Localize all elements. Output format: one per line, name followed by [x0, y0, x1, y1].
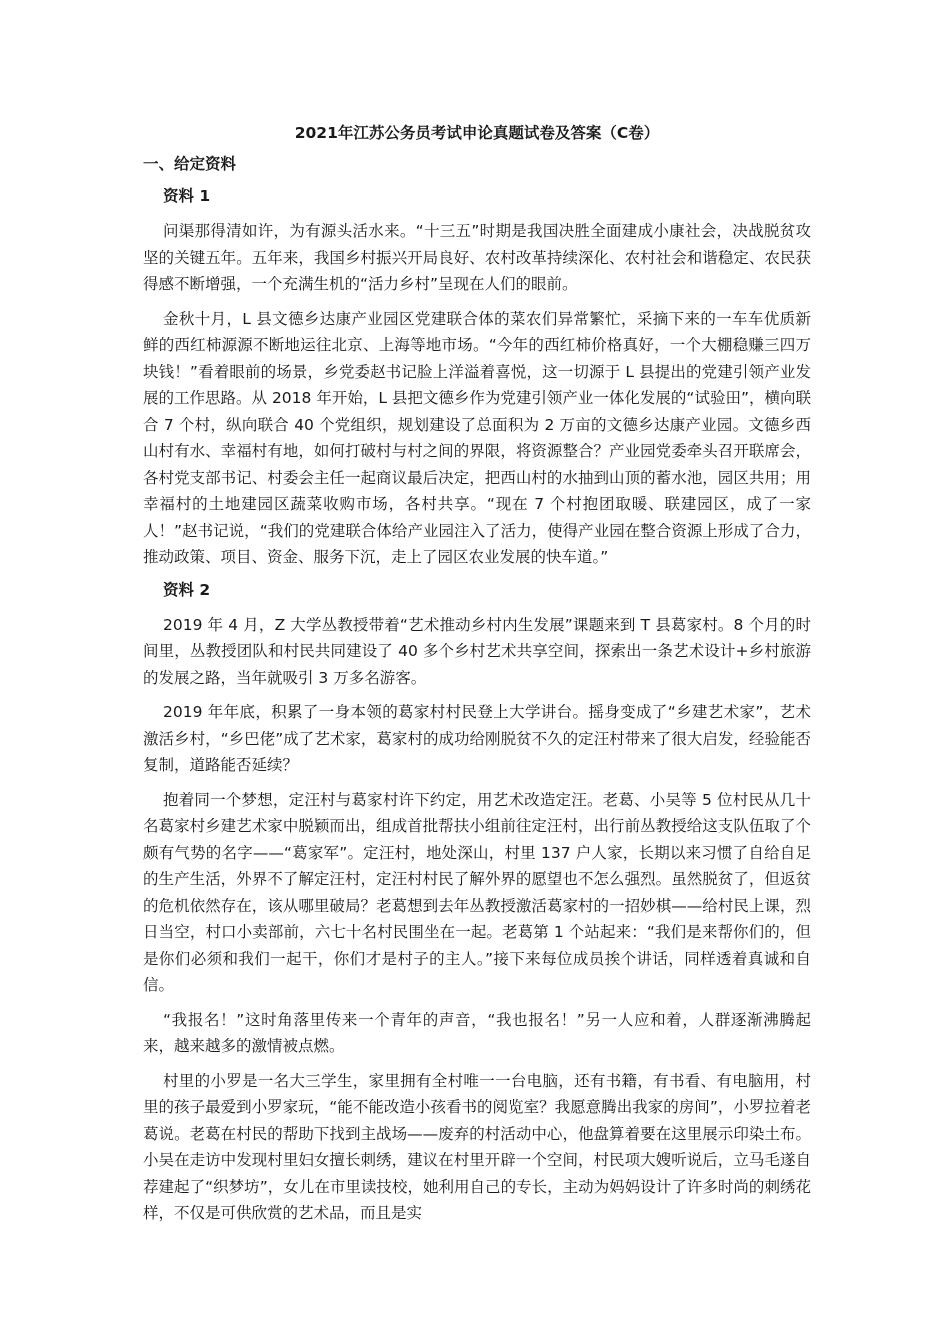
material-1-heading: 资料 1: [163, 187, 211, 205]
document-page: [143, 122, 811, 1235]
document-title: 2021年江苏公务员考试申论真题试卷及答案（C卷）: [294, 124, 660, 142]
material-2-paragraph: 2019 年年底，积累了一身本领的葛家村村民登上大学讲台。摇身变成了“乡建艺术家”，艺术激活乡村，“乡巴佬”成了艺术家，葛家村的成功给刚脱贫不久的定汪村带来了很大启发，经验能否复制，道路能否延续？: [143, 703, 811, 774]
section-heading: 一、给定资料: [143, 155, 237, 173]
material-2-paragraph: “我报名！”这时角落里传来一个青年的声音，“我也报名！”另一人应和着，人群逐渐沸腾起来，越来越多的激情被点燃。: [143, 1010, 811, 1055]
material-2-heading: 资料 2: [163, 580, 211, 599]
material-2-paragraph: 2019 年 4 月，Z 大学丛教授带着“艺术推动乡村内生发展”课题来到 T 县葛家村。8 个月的时间里，丛教授团队和村民共同建设了 40 多个乡村艺术共享空间，探索出一条艺术设计+乡村旅游的发展之路，当年就吸引 3 万多名游客。: [143, 615, 811, 687]
material-1-paragraph: 金秋十月，L 县文德乡达康产业园区党建联合体的菜农们异常繁忙，采摘下来的一车车优质新鲜的西红柿源源不断地运往北京、上海等地市场。“今年的西红柿价格真好，一个大棚稳赚三四万块钱！”看着眼前的场景，乡党委赵书记脸上洋溢着喜悦，这一切源于 L 县提出的党建引领产业发展的工作思路。从 2018 年开始，L 县把文德乡作为党建引领产业一体化发展的“试验田”，横向联合 7 个村，纵向联合 40 个党组织，规划建设了总面积为 2 万亩的文德乡达康产业园。文德乡西山村有水、幸福村有地，如何打破村与村之间的界限，将资源整合？产业园党委牵头召开联席会，各村党支部书记、村委会主任一起商议最后决定，把西山村的水抽到山顶的蓄水池，园区共用；用幸福村的土地建园区蔬菜收购市场，各村共享。“现在 7 个村抱团取暖、联建园区，成了一家人！”赵书记说，“我们的党建联合体给产业园注入了活力，使得产业园在整合资源上形成了合力，推动政策、项目、资金、服务下沉，走上了园区农业发展的快车道。”: [143, 309, 811, 566]
material-2-paragraph: 村里的小罗是一名大三学生，家里拥有全村唯一一台电脑，还有书籍，有书看、有电脑用，村里的孩子最爱到小罗家玩，“能不能改造小孩看书的阅览室？我愿意腾出我家的房间”，小罗拉着老葛说。老葛在村民的帮助下找到主战场——废弃的村活动中心，他盘算着要在这里展示印染土布。小吴在走访中发现村里妇女擅长刺绣，建议在村里开辟一个空间，村民项大嫂听说后，立马毛遂自荐建起了“织梦坊”，女儿在市里读技校，她利用自己的专长，主动为妈妈设计了许多时尚的刺绣花样，不仅是可供欣赏的艺术品，而且是实: [143, 1071, 811, 1222]
material-2-paragraph: 抱着同一个梦想，定汪村与葛家村许下约定，用艺术改造定汪。老葛、小吴等 5 位村民从几十名葛家村乡建艺术家中脱颖而出，组成首批帮扶小组前往定汪村，出行前丛教授给这支队伍取了个颇有气势的名字——“葛家军”。定汪村，地处深山，村里 137 户人家，长期以来习惯了自给自足的生产生活，外界不了解定汪村，定汪村村民了解外界的愿望也不怎么强烈。虽然脱贫了，但返贫的危机依然存在，该从哪里破局？老葛想到去年丛教授激活葛家村的一招妙棋——给村民上课，烈日当空，村口小卖部前，六七十名村民围坐在一起。老葛第 1 个站起来：“我们是来帮你们的，但是你们必须和我们一起干，你们才是村子的主人。”接下来每位成员挨个讲话，同样透着真诚和自信。: [143, 790, 811, 994]
material-1-paragraph: 问渠那得清如许，为有源头活水来。“十三五”时期是我国决胜全面建成小康社会，决战脱贫攻坚的关键五年。五年来，我国乡村振兴开局良好、农村改革持续深化、农村社会和谐稳定、农民获得感不断增强，一个充满生机的“活力乡村”呈现在人们的眼前。: [143, 222, 811, 293]
